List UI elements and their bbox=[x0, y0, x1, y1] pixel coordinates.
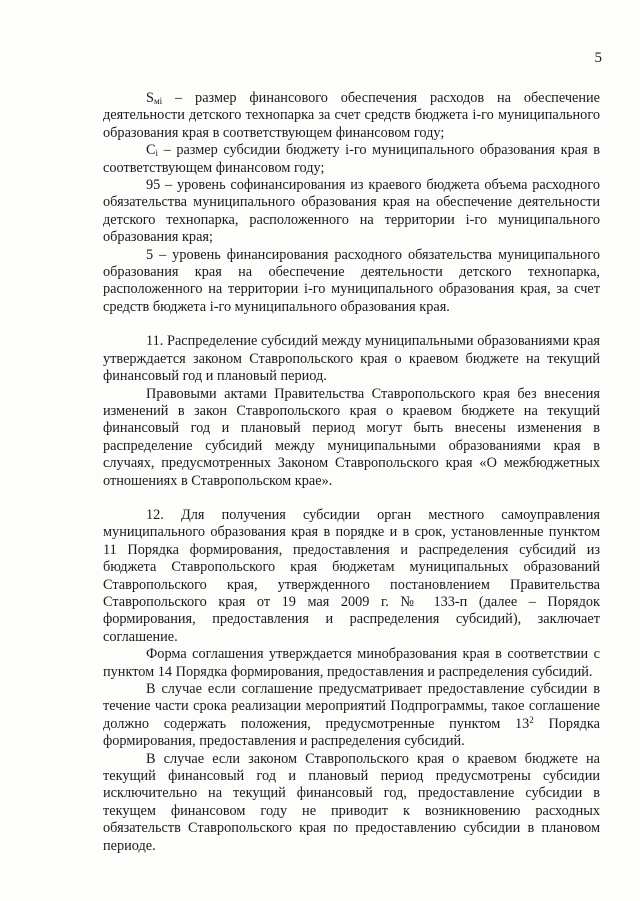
definition-smi-text: – размер финансового обеспечения расходов на обеспечение деятельности детского технопарка за счет средств бюджета i-го муниципального образования края в соответствующем финансовом году; bbox=[103, 90, 600, 141]
partial-term-text: В случае если соглашение предусматривает предоставление субсидии в течение части срока реализации мероприятий Подпрограммы, такое соглашение должно содержать положения, предусмотренные пунктом 13 bbox=[103, 681, 600, 732]
page-number: 5 bbox=[594, 50, 602, 66]
partial-term-text-end: Порядка формирования, предоставления и распределения субсидий. bbox=[103, 715, 600, 750]
paragraph-11: 11. Распределение субсидий между муниципальными образованиями края утверждается законом Ставропольского края о краевом бюджете на текущий финансовый год и плановый период. bbox=[103, 333, 600, 385]
definition-ci bbox=[103, 142, 600, 177]
definition-95: 95 – уровень софинансирования из краевого бюджета объема расходного обязательства муниципального образования края на обеспечение деятельности детского технопарка, расположенного на территории i-го муниципального образования края; bbox=[103, 177, 600, 246]
document-body bbox=[103, 90, 600, 855]
paragraph-12-current-year: В случае если законом Ставропольского края о краевом бюджете на текущий финансовый год и плановый период предусмотрены субсидии исключительно на текущий финансовый год, предоставление субсидии в текущем финансовом году не приводит к возникновению расходных обязательств Ставропольского края по предоставлению субсидии в плановом периоде. bbox=[103, 750, 600, 854]
paragraph-12: 12. Для получения субсидии орган местного самоуправления муниципального образования края в порядке и в срок, установленные пунктом 11 Порядка формирования, предоставления и распределения субсидий из бюджета Ставропольского края бюджетам муниципальных образований Ставропольского края, утвержденного постановлением Правительства Ставропольского края от 19 мая 2009 г. № 133-п (далее – Порядок формирования, предоставления и распределения субсидий), заключает соглашение. bbox=[103, 506, 600, 645]
paragraph-11-amendments: Правовыми актами Правительства Ставропольского края без внесения изменений в закон Ставропольского края о краевом бюджете на текущий финансовый год и плановый период могут быть внесены изменения в распределение субсидий между муниципальными образованиями края в случаях, предусмотренных Законом Ставропольского края «О межбюджетных отношениях в Ставропольском крае». bbox=[103, 385, 600, 489]
point-superscript: 2 bbox=[529, 714, 534, 725]
subscript-i: i bbox=[155, 148, 159, 159]
definition-5: 5 – уровень финансирования расходного обязательства муниципального образования края на обеспечение деятельности детского технопарка, расположенного на территории i-го муниципального образования края, за счет средств бюджета i-го муниципального образования края. bbox=[103, 246, 600, 315]
subscript-mi: мi bbox=[153, 96, 163, 106]
definition-ci-text: – размер субсидии бюджету i-го муниципального образования края в соответствующем финансовом году; bbox=[103, 142, 600, 176]
paragraph-12-agreement-form: Форма соглашения утверждается минобразования края в соответствии с пунктом 14 Порядка формирования, предоставления и распределения субсидий. bbox=[103, 646, 600, 680]
definition-smi bbox=[103, 90, 600, 142]
symbol-c: С bbox=[146, 142, 156, 159]
symbol-s: S bbox=[146, 90, 154, 106]
paragraph-12-partial-term bbox=[103, 681, 600, 751]
